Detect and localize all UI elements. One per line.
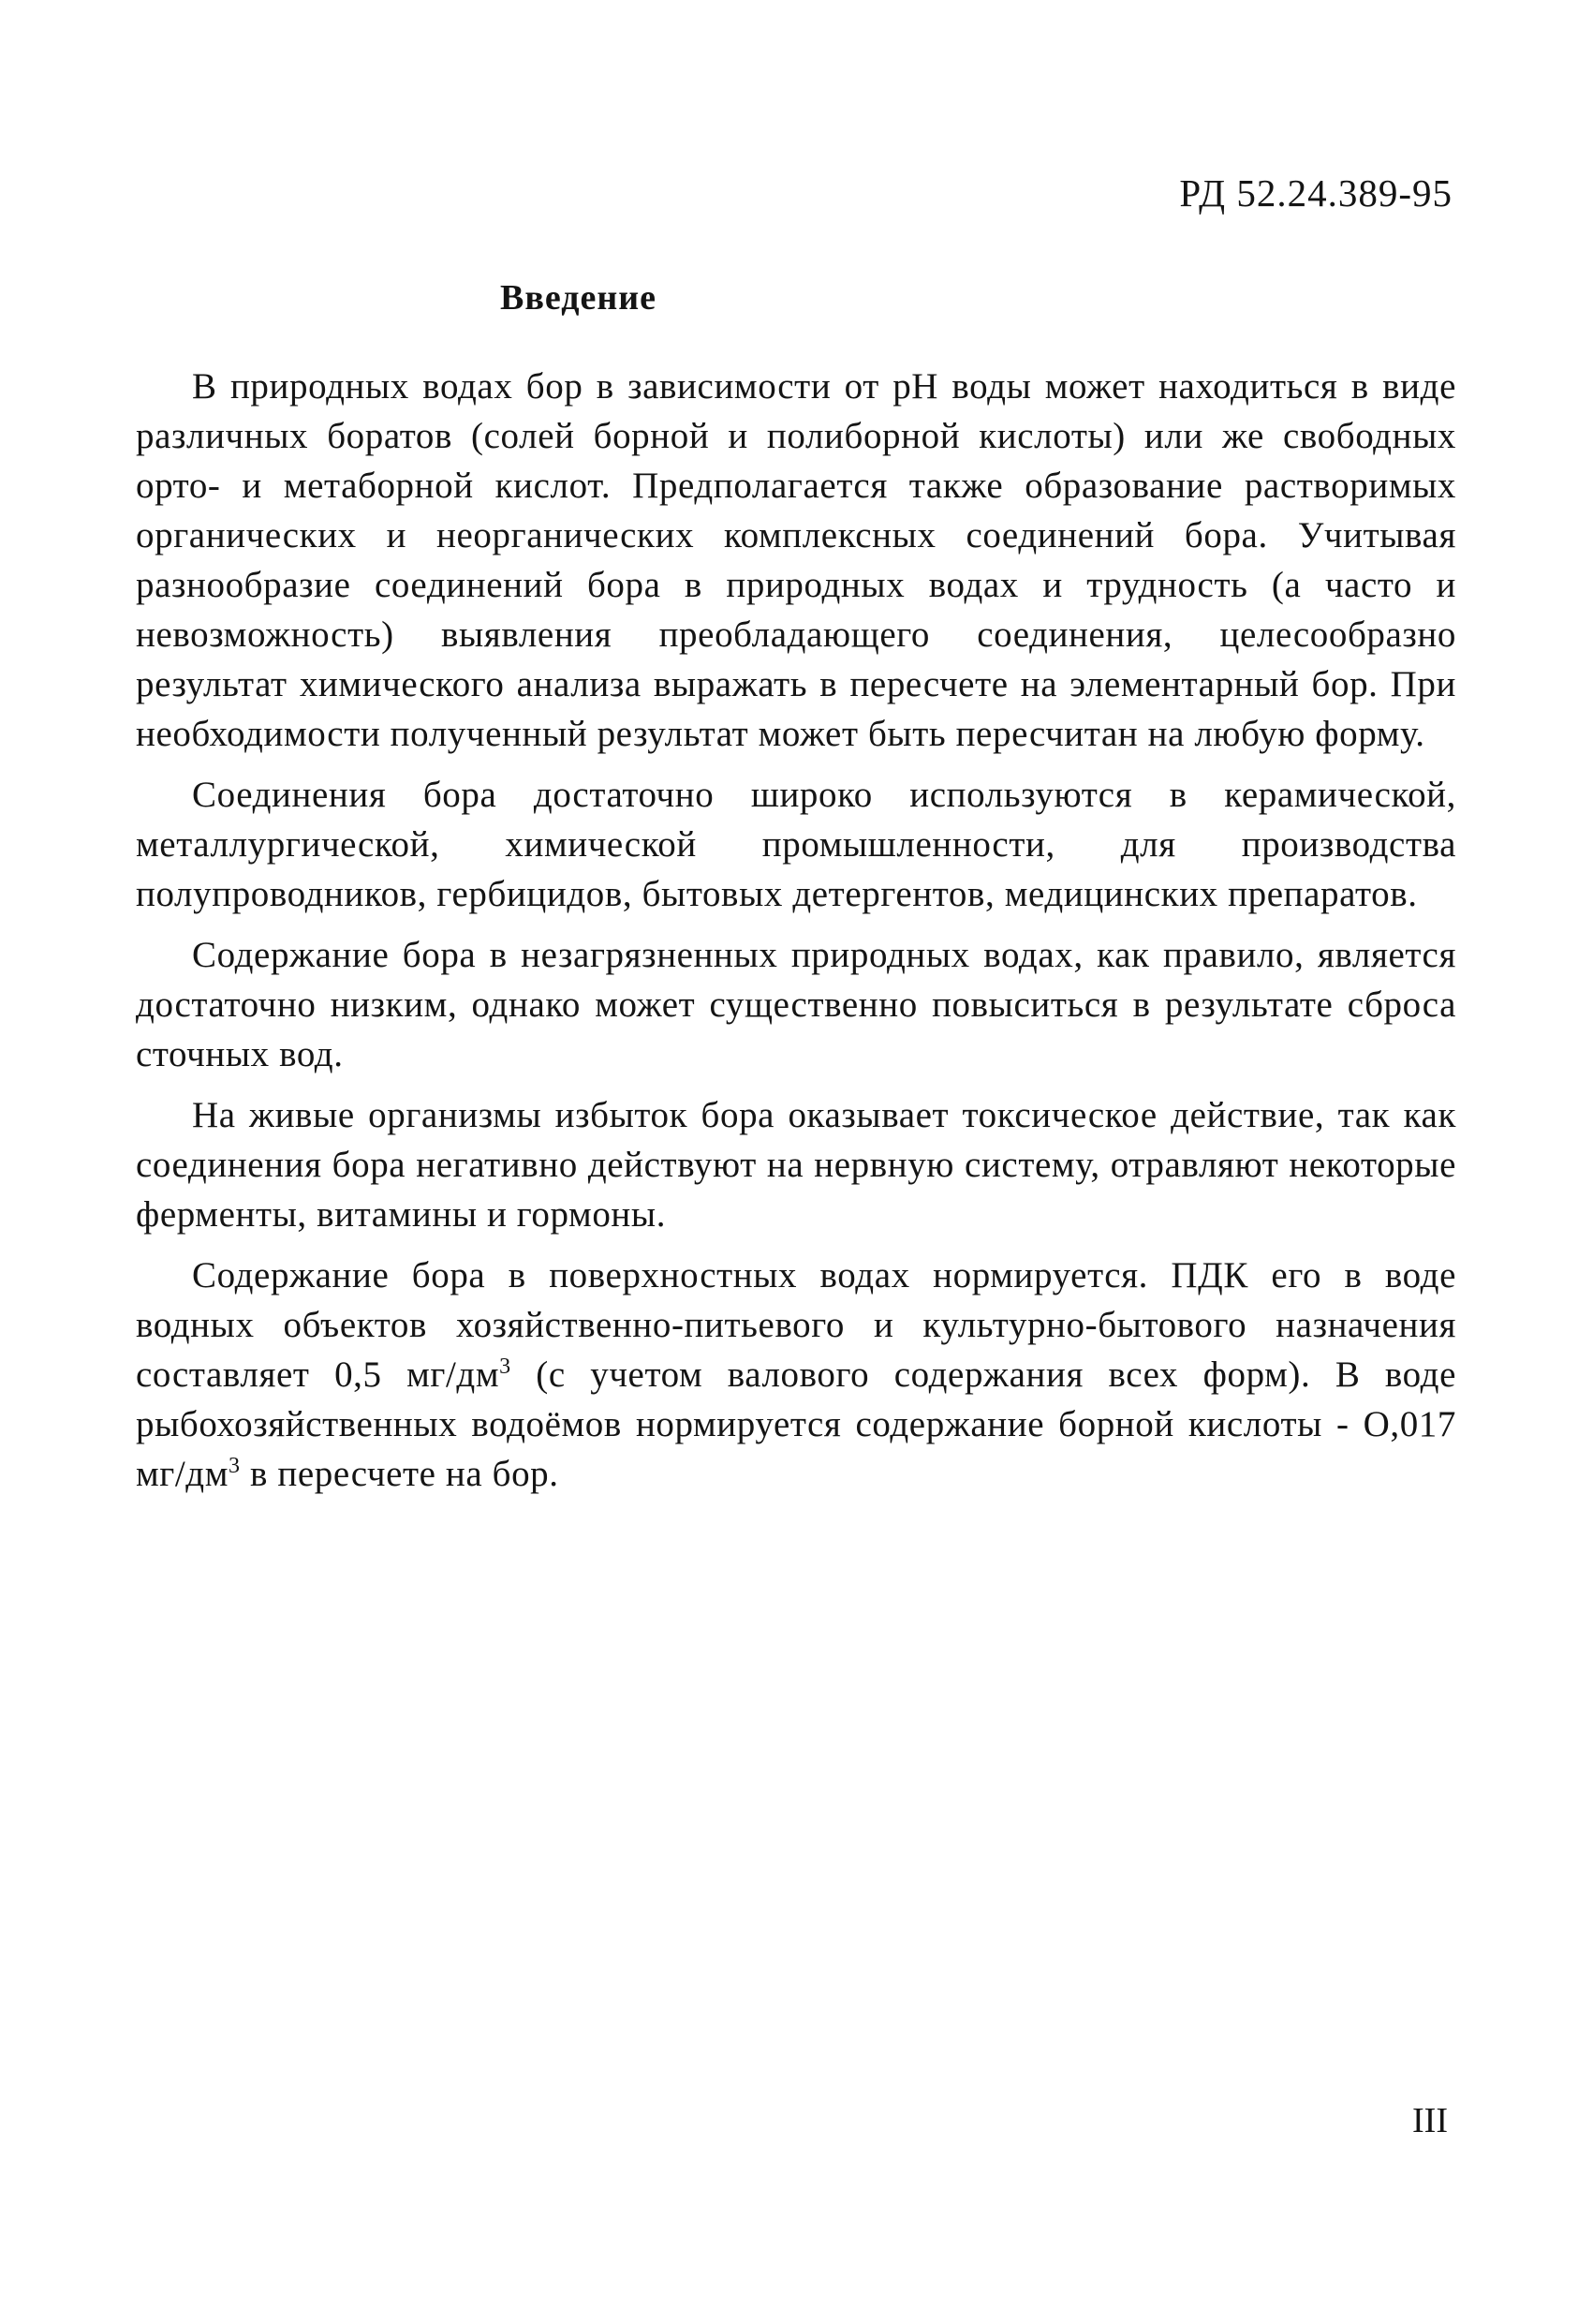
superscript-cubic-2: 3	[229, 1454, 241, 1478]
paragraph-5-text-2: (с учетом валового содержания всех форм). В воде рыбохозяйственных водоёмов нормируется содержание борной кислоты - О,017 мг/дм	[136, 1354, 1457, 1494]
document-code: РД 52.24.389-95	[1179, 171, 1453, 215]
page-number: III	[1412, 2101, 1448, 2140]
body-text	[136, 362, 1456, 1510]
paragraph-4: На живые организмы избыток бора оказывает токсическое действие, так как соединения бора негативно действуют на нервную систему, отравляют некоторые ферменты, витамины и гормоны.	[136, 1095, 1456, 1235]
paragraph-2: Соединения бора достаточно широко используются в керамической, металлургической, химической промышленности, для производства полупроводников, гербицидов, бытовых детергентов, медицинских препаратов.	[136, 775, 1456, 914]
paragraph-3: Содержание бора в незагрязненных природных водах, как правило, является достаточно низким, однако может существенно повыситься в результате сброса сточных вод.	[136, 935, 1456, 1074]
paragraph-5-text-1: Содержание бора в поверхностных водах нормируется. ПДК его в воде водных объектов хозяйственно-питьевого и культурно-бытового назначения составляет 0,5 мг/дм	[136, 1255, 1456, 1395]
paragraph-1: В природных водах бор в зависимости от pH воды может находиться в виде различных боратов (солей борной и полиборной кислоты) или же свободных орто- и метаборной кислот. Предполагается также образование растворимых органических и неорганических комплексных соединений бора. Учитывая разнообразие соединений бора в природных водах и трудность (а часто и невозможность) выявления преобладающего соединения, целесообразно результат химического анализа выражать в пересчете на элементарный бор. При необходимости полученный результат может быть пересчитан на любую форму.	[136, 366, 1456, 754]
paragraph-5	[136, 1251, 1456, 1499]
section-title: Введение	[500, 278, 656, 318]
superscript-cubic-1: 3	[499, 1354, 511, 1379]
paragraph-5-text-3: в пересчете на бор.	[240, 1454, 559, 1494]
